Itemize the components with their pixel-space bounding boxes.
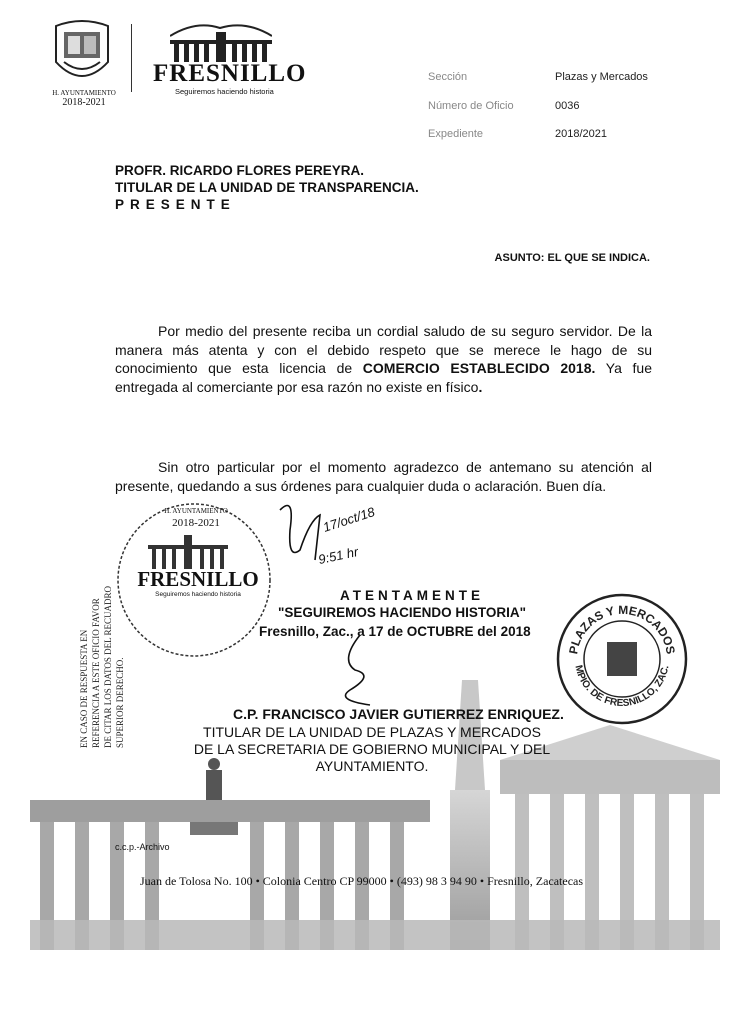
body-p2-text: Sin otro particular por el momento agradezco de antemano su atención al presente, quedando a sus órdenes para cualquier duda o aclaración. Buen día. <box>115 459 652 494</box>
meta-key-oficio: Número de Oficio <box>428 100 514 112</box>
closing-slogan: "SEGUIREMOS HACIENDO HISTORIA" <box>278 605 527 620</box>
seal-top-text: PLAZAS Y MERCADOS <box>566 602 678 656</box>
municipal-coat-of-arms <box>50 18 114 88</box>
meta-value-seccion: Plazas y Mercados <box>555 71 648 83</box>
header-divider <box>131 24 132 92</box>
meta-key-expediente: Expediente <box>428 128 484 140</box>
addressee-title: TITULAR DE LA UNIDAD DE TRANSPARENCIA. <box>115 180 419 195</box>
subject-line: ASUNTO: EL QUE SE INDICA. <box>494 252 650 264</box>
closing-atentamente: ATENTAMENTE <box>340 588 484 603</box>
fresnillo-logo-graphic <box>170 22 272 64</box>
side-reference-note <box>75 548 145 748</box>
meta-value-oficio: 0036 <box>555 100 580 112</box>
ayuntamiento-years: 2018-2021 <box>62 97 106 108</box>
stamp-left-years: 2018-2021 <box>172 517 220 529</box>
body-p1-rest: Ya fue entregada al comerciante por esa razón no existe en físico <box>115 360 652 395</box>
body-paragraph-2 <box>115 458 652 495</box>
meta-value-expediente: 2018/2021 <box>555 128 607 140</box>
body-p1-text: Por medio del presente reciba un cordial saludo de su seguro servidor. De la manera más atenta y con el debido respeto que se merece le hago de su conocimiento que esta licencia de <box>115 323 652 376</box>
handwritten-time: 9:51 hr <box>316 543 360 568</box>
addressee-name: PROFR. RICARDO FLORES PEREYRA. <box>115 163 365 178</box>
fresnillo-logo-word: FRESNILLO <box>153 60 307 87</box>
side-note-line-3: DE CITAR LOS DATOS DEL RECUADRO <box>103 585 113 748</box>
fresnillo-logo-slogan: Seguiremos haciendo historia <box>175 87 274 96</box>
signatory-title-3: AYUNTAMIENTO. <box>315 758 429 774</box>
meta-key-seccion: Sección <box>428 71 468 83</box>
ayuntamiento-label: H. AYUNTAMIENTO <box>52 89 116 97</box>
stamp-left-label: H. AYUNTAMIENTO <box>164 507 228 515</box>
stamp-left-slogan: Seguiremos haciendo historia <box>155 591 241 598</box>
side-note-line-2: REFERENCIA A ESTE OFICIO FAVOR <box>91 598 101 748</box>
seal-bottom-text: MPIO. DE FRESNILLO, ZAC. <box>572 664 672 710</box>
ccp-archivo: c.c.p.-Archivo <box>115 842 170 852</box>
addressee-presente: PRESENTE <box>115 197 236 212</box>
footer-address: Juan de Tolosa No. 100 • Colonia Centro CP 99000 • (493) 98 3 94 90 • Fresnillo, Zacatecas <box>140 874 584 888</box>
signatory-signature <box>330 630 390 710</box>
body-p1-bold: COMERCIO ESTABLECIDO 2018. <box>362 360 596 376</box>
signatory-name: C.P. FRANCISCO JAVIER GUTIERREZ ENRIQUEZ. <box>233 706 564 722</box>
body-p1-period: . <box>478 378 483 395</box>
body-paragraph-1 <box>115 322 652 396</box>
side-note-line-1: EN CASO DE RESPUESTA EN <box>79 629 89 748</box>
closing-place-date: Fresnillo, Zac., a 17 de OCTUBRE del 2018 <box>259 624 531 639</box>
signatory-title-1: TITULAR DE LA UNIDAD DE PLAZAS Y MERCADOS <box>203 724 541 740</box>
stamp-left-word: FRESNILLO <box>137 567 259 591</box>
handwritten-date: 17/oct/18 <box>320 504 377 535</box>
plazas-mercados-seal <box>555 592 690 727</box>
signatory-title-2: DE LA SECRETARIA DE GOBIERNO MUNICIPAL Y DEL <box>193 741 551 757</box>
side-note-line-4: SUPERIOR DERECHO. <box>115 657 125 748</box>
